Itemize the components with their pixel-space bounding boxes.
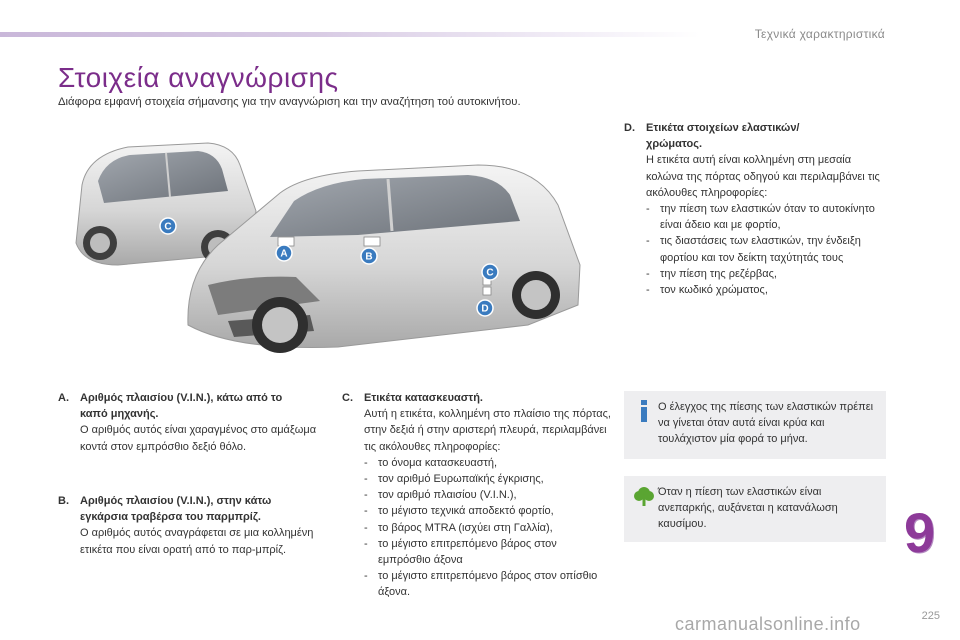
block-d-title-line2: χρώματος. <box>646 138 703 151</box>
chapter-title: Τεχνικά χαρακτηριστικά <box>754 27 885 41</box>
list-item: - την πίεση της ρεζέρβας, <box>646 266 884 282</box>
watermark: carmanualsonline.info <box>675 614 861 634</box>
label-badge-a: A <box>280 248 288 260</box>
label-badge-b: B <box>365 251 373 263</box>
info-note-text: Ο έλεγχος της πίεσης των ελαστικών πρέπει να γίνεται όταν αυτά είναι κρύα και τουλάχιστον μία φορά το μήνα. <box>658 401 874 446</box>
tree-icon <box>633 485 655 507</box>
list-item: - το βάρος MTRA (ισχύει στη Γαλλία), <box>364 520 612 536</box>
block-c-body: Αυτή η ετικέτα, κολλημένη στο πλαίσιο της πόρτας, στην δεξιά ή στην αριστερή πλευρά, περιλαμβάνει τις ακόλουθες πληροφορίες: <box>364 408 611 453</box>
block-b-letter: B. <box>58 495 69 507</box>
block-b-body: Ο αριθμός αυτός αναγράφεται σε μια κολλημένη ετικέτα που είναι ορατή από το παρ-μπρίζ. <box>80 527 314 556</box>
info-icon <box>637 400 651 422</box>
label-badge-c-right: C <box>486 267 494 279</box>
list-item: - το μέγιστο επιτρεπόμενο βάρος στον οπίσθιο άξονα. <box>364 568 612 600</box>
eco-note <box>624 476 886 542</box>
block-b-vin-windscreen <box>58 493 328 558</box>
car-illustration <box>58 125 596 365</box>
block-d-body: Η ετικέτα αυτή είναι κολλημένη στη μεσαία κολώνα της πόρτας οδηγού και περιλαμβάνει τις ακόλουθες πληροφορίες: <box>646 154 880 199</box>
block-a-letter: A. <box>58 392 69 404</box>
list-item: - τον αριθμό πλαισίου (V.I.N.), <box>364 487 612 503</box>
block-d-list <box>624 201 884 298</box>
block-a-body: Ο αριθμός αυτός είναι χαραγμένος στο αμάξωμα κοντά στον εμπρόσθιο δεξιό θόλο. <box>80 424 317 453</box>
block-b-title-line1: Αριθμός πλαισίου (V.I.N.), στην κάτω <box>80 495 272 507</box>
list-item: - τον αριθμό Ευρωπαϊκής έγκρισης, <box>364 471 612 487</box>
list-item: - το όνομα κατασκευαστή, <box>364 455 612 471</box>
block-c-letter: C. <box>342 392 353 404</box>
block-a-title-line2: καπό μηχανής. <box>80 408 159 421</box>
info-note <box>624 391 886 459</box>
block-d-tyre-colour-label <box>624 120 884 298</box>
list-item: - το μέγιστο επιτρεπόμενο βάρος στον εμπρόσθιο άξονα <box>364 536 612 568</box>
page-subtitle: Διάφορα εμφανή στοιχεία σήμανσης για την αναγνώριση και την αναζήτηση τού αυτοκινήτου. <box>58 96 521 108</box>
page-title: Στοιχεία αναγνώρισης <box>58 62 339 93</box>
block-c-title: Ετικέτα κατασκευαστή. <box>364 392 483 404</box>
label-badge-c: C <box>164 221 172 233</box>
eco-note-text: Όταν η πίεση των ελαστικών είναι ανεπαρκής, αυξάνεται η κατανάλωση καυσίμου. <box>658 486 838 531</box>
block-d-title-line1: Ετικέτα στοιχείων ελαστικών/ <box>646 122 800 134</box>
header-bar <box>0 32 700 37</box>
block-b-title-line2: εγκάρσια τραβέρσα του παρμπρίζ. <box>80 511 261 524</box>
block-a-vin-under-bonnet <box>58 390 328 455</box>
list-item: - το μέγιστο τεχνικά αποδεκτό φορτίο, <box>364 503 612 519</box>
list-item: - την πίεση των ελαστικών όταν το αυτοκίνητο είναι άδειο και με φορτίο, <box>646 201 884 233</box>
page-number: 225 <box>921 610 940 622</box>
list-item: - τον κωδικό χρώματος, <box>646 282 884 298</box>
chapter-number: 9 <box>904 501 936 564</box>
block-c-list <box>342 455 612 601</box>
label-badge-d: D <box>481 303 489 315</box>
block-d-letter: D. <box>624 122 635 134</box>
block-c-manufacturer-label <box>342 390 612 601</box>
list-item: - τις διαστάσεις των ελαστικών, την ένδειξη φορτίου και τον δείκτη ταχύτητάς τους <box>646 233 884 265</box>
block-a-title-line1: Αριθμός πλαισίου (V.I.N.), κάτω από το <box>80 392 283 404</box>
